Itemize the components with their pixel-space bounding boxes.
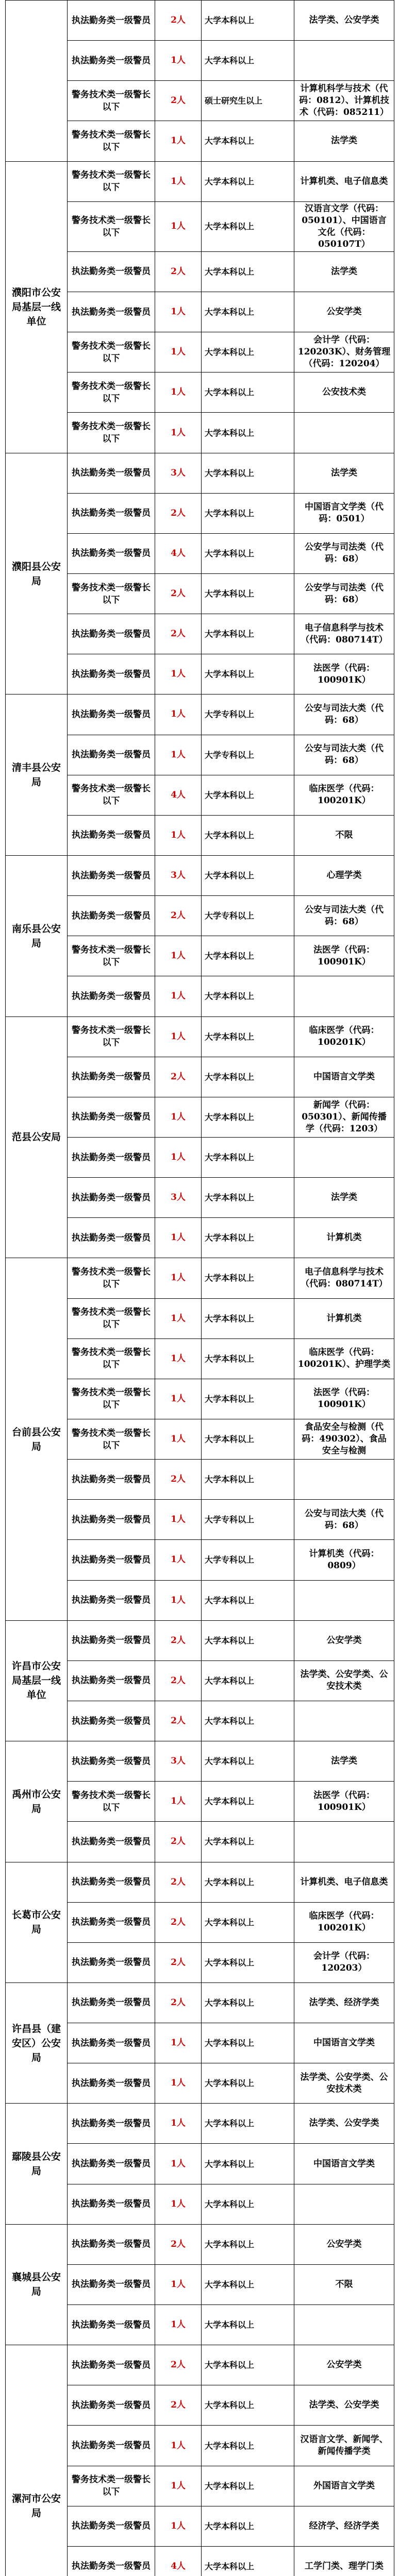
org-name-cell: 范县公安局 (6, 1016, 68, 1258)
major-cell: 临床医学（代码：100201K） (294, 775, 394, 815)
count-cell: 4人 (155, 2546, 202, 2576)
education-cell: 大学专科以上 (202, 1540, 294, 1580)
position-cell: 执法勤务类一级警员 (68, 1500, 155, 1540)
education-cell: 大学本科以上 (202, 121, 294, 161)
count-cell: 2人 (155, 1057, 202, 1097)
count-cell: 3人 (155, 1741, 202, 1782)
education-cell: 大学本科以上 (202, 161, 294, 201)
position-cell: 警务技术类一级警长以下 (68, 1338, 155, 1379)
org-name-cell: 清丰县公安局 (6, 694, 68, 856)
org-name-cell (6, 1, 68, 162)
position-cell: 警务技术类一级警长以下 (68, 81, 155, 121)
education-cell: 大学本科以上 (202, 614, 294, 654)
position-cell: 执法勤务类一级警员 (68, 976, 155, 1016)
education-cell: 大学本科以上 (202, 1460, 294, 1500)
education-cell: 大学本科以上 (202, 533, 294, 573)
education-cell: 大学本科以上 (202, 654, 294, 694)
count-cell: 1人 (155, 815, 202, 855)
count-cell: 2人 (155, 1620, 202, 1660)
major-cell: 临床医学（代码：100201K） (294, 1016, 394, 1057)
position-cell: 执法勤务类一级警员 (68, 1942, 155, 1982)
count-cell: 1人 (155, 2023, 202, 2063)
education-cell: 大学本科以上 (202, 1822, 294, 1862)
major-cell: 法医学（代码：100901K） (294, 1782, 394, 1822)
table-body (6, 1, 394, 2576)
major-cell: 汉语言文学（代码：050101）、中国语言文化（代码：050107T） (294, 201, 394, 251)
org-name-cell: 濮阳县公安局 (6, 453, 68, 694)
table-row (6, 161, 394, 201)
major-cell: 公安学类 (294, 292, 394, 332)
position-cell: 执法勤务类一级警员 (68, 1741, 155, 1782)
education-cell: 大学本科以上 (202, 2466, 294, 2506)
table-row (6, 855, 394, 895)
major-cell: 公安学与司法类（代码：68） (294, 574, 394, 614)
count-cell: 1人 (155, 1580, 202, 1620)
education-cell: 大学本科以上 (202, 2264, 294, 2304)
table-row (6, 2345, 394, 2385)
education-cell: 大学本科以上 (202, 201, 294, 251)
major-cell: 公安与司法大类（代码：68） (294, 896, 394, 936)
count-cell: 1人 (155, 694, 202, 735)
major-cell: 法学类 (294, 1178, 394, 1218)
major-cell (294, 976, 394, 1016)
education-cell: 大学本科以上 (202, 1942, 294, 1982)
count-cell: 3人 (155, 855, 202, 895)
major-cell: 法医学（代码：100901K） (294, 654, 394, 694)
position-cell: 执法勤务类一级警员 (68, 2023, 155, 2063)
position-cell: 执法勤务类一级警员 (68, 1660, 155, 1701)
count-cell: 2人 (155, 1862, 202, 1902)
major-cell: 法学类、公安学类 (294, 2385, 394, 2426)
education-cell: 大学本科以上 (202, 1862, 294, 1902)
count-cell: 4人 (155, 775, 202, 815)
position-cell: 执法勤务类一级警员 (68, 1822, 155, 1862)
major-cell (294, 2305, 394, 2345)
education-cell: 大学本科以上 (202, 574, 294, 614)
education-cell: 大学本科以上 (202, 855, 294, 895)
major-cell: 法学类、公安学类、公安技术类 (294, 1660, 394, 1701)
major-cell: 计算机类（代码：0809） (294, 1540, 394, 1580)
position-cell: 警务技术类一级警长以下 (68, 121, 155, 161)
position-cell: 警务技术类一级警长以下 (68, 332, 155, 372)
major-cell: 经济学、经济学类 (294, 2506, 394, 2546)
education-cell: 大学本科以上 (202, 1580, 294, 1620)
position-cell: 执法勤务类一级警员 (68, 614, 155, 654)
count-cell: 1人 (155, 1782, 202, 1822)
education-cell: 大学本科以上 (202, 292, 294, 332)
position-cell: 执法勤务类一级警员 (68, 1460, 155, 1500)
position-cell: 执法勤务类一级警员 (68, 1982, 155, 2023)
major-cell: 新闻学（代码：050301）、新闻传播学（代码：1203） (294, 1097, 394, 1137)
position-cell: 执法勤务类一级警员 (68, 41, 155, 81)
position-cell: 警务技术类一级警长以下 (68, 775, 155, 815)
major-cell: 心理学类 (294, 855, 394, 895)
count-cell: 1人 (155, 2466, 202, 2506)
count-cell: 3人 (155, 453, 202, 493)
count-cell: 1人 (155, 1419, 202, 1459)
position-cell: 执法勤务类一级警员 (68, 533, 155, 573)
position-cell: 警务技术类一级警长以下 (68, 413, 155, 453)
count-cell: 1人 (155, 292, 202, 332)
education-cell: 大学本科以上 (202, 1338, 294, 1379)
education-cell: 大学本科以上 (202, 1982, 294, 2023)
position-cell: 执法勤务类一级警员 (68, 2184, 155, 2224)
table-row (6, 1862, 394, 1902)
education-cell: 大学本科以上 (202, 2144, 294, 2184)
table-row (6, 2104, 394, 2144)
education-cell: 大学本科以上 (202, 251, 294, 292)
count-cell: 2人 (155, 81, 202, 121)
position-cell: 执法勤务类一级警员 (68, 1178, 155, 1218)
count-cell: 2人 (155, 2224, 202, 2264)
position-cell: 警务技术类一级警长以下 (68, 1258, 155, 1298)
education-cell: 大学专科以上 (202, 896, 294, 936)
position-cell: 执法勤务类一级警员 (68, 251, 155, 292)
org-name-cell: 长葛市公安局 (6, 1862, 68, 1982)
position-cell: 执法勤务类一级警员 (68, 2305, 155, 2345)
education-cell: 硕士研究生以上 (202, 81, 294, 121)
position-cell: 执法勤务类一级警员 (68, 2104, 155, 2144)
count-cell: 1人 (155, 332, 202, 372)
position-cell: 执法勤务类一级警员 (68, 2345, 155, 2385)
position-cell: 执法勤务类一级警员 (68, 694, 155, 735)
count-cell: 2人 (155, 896, 202, 936)
major-cell: 公安学类 (294, 2224, 394, 2264)
major-cell: 外国语言文学类 (294, 2466, 394, 2506)
major-cell: 中国语言文学类 (294, 1057, 394, 1097)
major-cell: 公安与司法大类（代码：68） (294, 694, 394, 735)
major-cell (294, 2184, 394, 2224)
position-cell: 执法勤务类一级警员 (68, 453, 155, 493)
position-cell: 执法勤务类一级警员 (68, 815, 155, 855)
major-cell: 法学类 (294, 1741, 394, 1782)
count-cell: 2人 (155, 1902, 202, 1942)
major-cell: 法学类、经济学类 (294, 1982, 394, 2023)
education-cell: 大学本科以上 (202, 493, 294, 533)
major-cell (294, 1701, 394, 1741)
count-cell: 2人 (155, 493, 202, 533)
count-cell: 2人 (155, 1701, 202, 1741)
education-cell: 大学本科以上 (202, 1741, 294, 1782)
education-cell: 大学本科以上 (202, 1218, 294, 1258)
education-cell: 大学本科以上 (202, 453, 294, 493)
education-cell: 大学本科以上 (202, 1016, 294, 1057)
major-cell (294, 41, 394, 81)
education-cell: 大学本科以上 (202, 815, 294, 855)
major-cell: 食品安全与检测（代码：490302）、食品安全与检测 (294, 1419, 394, 1459)
count-cell: 1人 (155, 2506, 202, 2546)
count-cell: 1人 (155, 1338, 202, 1379)
count-cell: 1人 (155, 2264, 202, 2304)
major-cell: 会计学（代码：120203） (294, 1942, 394, 1982)
major-cell: 中国语言文学类 (294, 2023, 394, 2063)
education-cell: 大学本科以上 (202, 1137, 294, 1177)
education-cell: 大学本科以上 (202, 1258, 294, 1298)
major-cell: 计算机类、电子信息类 (294, 161, 394, 201)
org-name-cell: 台前县公安局 (6, 1258, 68, 1620)
org-name-cell: 许昌县（建安区）公安局 (6, 1982, 68, 2103)
major-cell: 法学类、公安学类 (294, 2104, 394, 2144)
major-cell: 法学类、公安学类 (294, 1, 394, 41)
count-cell: 2人 (155, 614, 202, 654)
education-cell: 大学本科以上 (202, 372, 294, 413)
position-cell: 警务技术类一级警长以下 (68, 1419, 155, 1459)
position-cell: 执法勤务类一级警员 (68, 1, 155, 41)
count-cell: 1人 (155, 936, 202, 976)
position-cell: 执法勤务类一级警员 (68, 1580, 155, 1620)
position-cell: 执法勤务类一级警员 (68, 1902, 155, 1942)
position-cell: 警务技术类一级警长以下 (68, 1782, 155, 1822)
count-cell: 2人 (155, 2345, 202, 2385)
education-cell: 大学本科以上 (202, 1097, 294, 1137)
major-cell: 不限 (294, 2264, 394, 2304)
count-cell: 1人 (155, 2104, 202, 2144)
org-name-cell: 许昌市公安局基层一线单位 (6, 1620, 68, 1741)
education-cell: 大学本科以上 (202, 413, 294, 453)
major-cell (294, 1822, 394, 1862)
position-cell: 执法勤务类一级警员 (68, 1057, 155, 1097)
position-cell: 执法勤务类一级警员 (68, 1137, 155, 1177)
major-cell: 法学类 (294, 121, 394, 161)
count-cell: 1人 (155, 2063, 202, 2104)
count-cell: 1人 (155, 654, 202, 694)
major-cell: 临床医学（代码：100201K）、护理学类 (294, 1338, 394, 1379)
education-cell: 大学本科以上 (202, 1701, 294, 1741)
major-cell (294, 1137, 394, 1177)
position-cell: 执法勤务类一级警员 (68, 1620, 155, 1660)
education-cell: 大学本科以上 (202, 976, 294, 1016)
major-cell (294, 1460, 394, 1500)
education-cell: 大学本科以上 (202, 2305, 294, 2345)
position-cell: 警务技术类一级警长以下 (68, 2466, 155, 2506)
major-cell: 电子信息科学与技术（代码：080714T） (294, 614, 394, 654)
count-cell: 2人 (155, 2385, 202, 2426)
position-cell: 警务技术类一级警长以下 (68, 161, 155, 201)
education-cell: 大学本科以上 (202, 1660, 294, 1701)
count-cell: 1人 (155, 1016, 202, 1057)
count-cell: 1人 (155, 372, 202, 413)
count-cell: 4人 (155, 533, 202, 573)
education-cell: 大学本科以上 (202, 1902, 294, 1942)
position-cell: 警务技术类一级警长以下 (68, 936, 155, 976)
count-cell: 1人 (155, 1379, 202, 1419)
education-cell: 大学本科以上 (202, 2546, 294, 2576)
count-cell: 1人 (155, 1097, 202, 1137)
table-row (6, 694, 394, 735)
education-cell: 大学本科以上 (202, 1782, 294, 1822)
table-row (6, 453, 394, 493)
count-cell: 1人 (155, 201, 202, 251)
recruitment-table (5, 0, 394, 2576)
education-cell: 大学本科以上 (202, 936, 294, 976)
major-cell: 公安学类 (294, 2345, 394, 2385)
table-row (6, 1741, 394, 1782)
education-cell: 大学专科以上 (202, 735, 294, 775)
education-cell: 大学专科以上 (202, 694, 294, 735)
position-cell: 执法勤务类一级警员 (68, 1218, 155, 1258)
education-cell: 大学本科以上 (202, 1620, 294, 1660)
count-cell: 1人 (155, 413, 202, 453)
org-name-cell: 鄢陵县公安局 (6, 2104, 68, 2224)
education-cell: 大学本科以上 (202, 2063, 294, 2104)
org-name-cell: 禹州市公安局 (6, 1741, 68, 1862)
major-cell: 法学类 (294, 453, 394, 493)
count-cell: 1人 (155, 1500, 202, 1540)
major-cell: 计算机类、电子信息类 (294, 1862, 394, 1902)
count-cell: 1人 (155, 2305, 202, 2345)
org-name-cell: 漯河市公安局 (6, 2345, 68, 2576)
position-cell: 执法勤务类一级警员 (68, 1540, 155, 1580)
position-cell: 执法勤务类一级警员 (68, 1097, 155, 1137)
position-cell: 警务技术类一级警长以下 (68, 1298, 155, 1338)
education-cell: 大学本科以上 (202, 41, 294, 81)
position-cell: 警务技术类一级警长以下 (68, 1379, 155, 1419)
major-cell: 计算机科学与技术（代码：0812）、计算机技术（代码：085211） (294, 81, 394, 121)
org-name-cell: 南乐县公安局 (6, 855, 68, 1016)
count-cell: 2人 (155, 1460, 202, 1500)
major-cell: 法医学（代码：100901K） (294, 1379, 394, 1419)
position-cell: 执法勤务类一级警员 (68, 2506, 155, 2546)
position-cell: 警务技术类一级警长以下 (68, 201, 155, 251)
education-cell: 大学本科以上 (202, 2104, 294, 2144)
education-cell: 大学本科以上 (202, 1419, 294, 1459)
table-row (6, 1, 394, 41)
major-cell: 公安与司法大类（代码：68） (294, 735, 394, 775)
count-cell: 2人 (155, 1660, 202, 1701)
major-cell: 会计学（代码：120203K）、财务管理（代码：120204） (294, 332, 394, 372)
major-cell: 法学类、公安学类、公安技术类 (294, 2063, 394, 2104)
education-cell: 大学本科以上 (202, 2023, 294, 2063)
table-row (6, 2224, 394, 2264)
count-cell: 3人 (155, 1178, 202, 1218)
education-cell: 大学本科以上 (202, 2426, 294, 2466)
count-cell: 1人 (155, 121, 202, 161)
count-cell: 1人 (155, 1298, 202, 1338)
count-cell: 2人 (155, 1822, 202, 1862)
org-name-cell: 襄城县公安局 (6, 2224, 68, 2345)
position-cell: 执法勤务类一级警员 (68, 2144, 155, 2184)
count-cell: 1人 (155, 1137, 202, 1177)
major-cell (294, 1580, 394, 1620)
education-cell: 大学本科以上 (202, 1298, 294, 1338)
education-cell: 大学本科以上 (202, 2385, 294, 2426)
education-cell: 大学专科以上 (202, 1500, 294, 1540)
position-cell: 执法勤务类一级警员 (68, 2063, 155, 2104)
count-cell: 1人 (155, 976, 202, 1016)
education-cell: 大学本科以上 (202, 2184, 294, 2224)
count-cell: 1人 (155, 2184, 202, 2224)
position-cell: 执法勤务类一级警员 (68, 654, 155, 694)
major-cell: 法医学（代码：100901K） (294, 936, 394, 976)
position-cell: 执法勤务类一级警员 (68, 2224, 155, 2264)
count-cell: 1人 (155, 1218, 202, 1258)
position-cell: 执法勤务类一级警员 (68, 2426, 155, 2466)
table-row (6, 1982, 394, 2023)
major-cell: 计算机类 (294, 1218, 394, 1258)
major-cell: 法学类 (294, 251, 394, 292)
count-cell: 1人 (155, 161, 202, 201)
position-cell: 警务技术类一级警长以下 (68, 372, 155, 413)
count-cell: 1人 (155, 2426, 202, 2466)
major-cell: 公安与司法大类（代码：68） (294, 1500, 394, 1540)
education-cell: 大学本科以上 (202, 2345, 294, 2385)
major-cell: 电子信息科学与技术（代码：080714T） (294, 1258, 394, 1298)
major-cell: 汉语言文学、新闻学、新闻传播学类 (294, 2426, 394, 2466)
position-cell: 执法勤务类一级警员 (68, 735, 155, 775)
position-cell: 执法勤务类一级警员 (68, 2264, 155, 2304)
major-cell: 中国语言文学类 (294, 2144, 394, 2184)
position-cell: 执法勤务类一级警员 (68, 2385, 155, 2426)
major-cell (294, 413, 394, 453)
major-cell: 临床医学（代码：100201K） (294, 1902, 394, 1942)
position-cell: 执法勤务类一级警员 (68, 1862, 155, 1902)
position-cell: 执法勤务类一级警员 (68, 1701, 155, 1741)
count-cell: 2人 (155, 574, 202, 614)
position-cell: 执法勤务类一级警员 (68, 896, 155, 936)
major-cell: 公安技术类 (294, 372, 394, 413)
count-cell: 1人 (155, 735, 202, 775)
table-row (6, 1016, 394, 1057)
table-row (6, 1258, 394, 1298)
education-cell: 大学本科以上 (202, 332, 294, 372)
education-cell: 大学本科以上 (202, 1178, 294, 1218)
position-cell: 警务技术类一级警长以下 (68, 1016, 155, 1057)
education-cell: 大学本科以上 (202, 1, 294, 41)
position-cell: 执法勤务类一级警员 (68, 292, 155, 332)
major-cell: 公安学与司法类（代码：68） (294, 533, 394, 573)
major-cell: 不限 (294, 815, 394, 855)
table-row (6, 1620, 394, 1660)
major-cell: 计算机类 (294, 1298, 394, 1338)
org-name-cell: 濮阳市公安局基层一线单位 (6, 161, 68, 453)
count-cell: 2人 (155, 1982, 202, 2023)
education-cell: 大学本科以上 (202, 2506, 294, 2546)
education-cell: 大学本科以上 (202, 1379, 294, 1419)
count-cell: 1人 (155, 2144, 202, 2184)
education-cell: 大学本科以上 (202, 2224, 294, 2264)
major-cell: 公安学类 (294, 1620, 394, 1660)
count-cell: 2人 (155, 251, 202, 292)
count-cell: 1人 (155, 1258, 202, 1298)
position-cell: 执法勤务类一级警员 (68, 493, 155, 533)
count-cell: 1人 (155, 41, 202, 81)
count-cell: 2人 (155, 1942, 202, 1982)
count-cell: 2人 (155, 1, 202, 41)
position-cell: 执法勤务类一级警员 (68, 2546, 155, 2576)
education-cell: 大学本科以上 (202, 775, 294, 815)
count-cell: 1人 (155, 1540, 202, 1580)
position-cell: 警务技术类一级警长以下 (68, 574, 155, 614)
major-cell: 中国语言文学类（代码：0501） (294, 493, 394, 533)
major-cell: 工学门类、理学门类 (294, 2546, 394, 2576)
education-cell: 大学本科以上 (202, 1057, 294, 1097)
position-cell: 执法勤务类一级警员 (68, 855, 155, 895)
